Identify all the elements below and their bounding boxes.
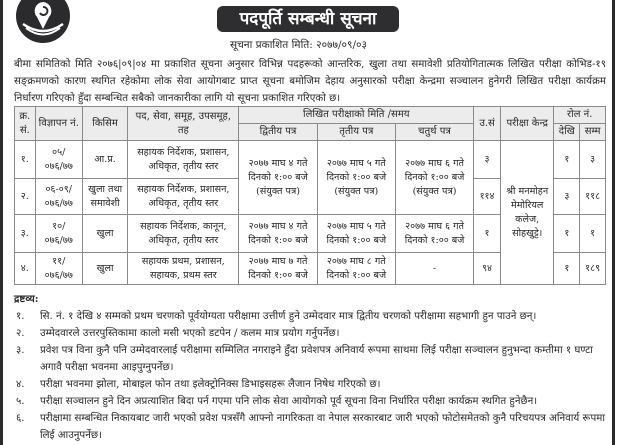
cell-type: खुला xyxy=(82,253,127,285)
header-paper2: द्वितीय पत्र xyxy=(239,124,317,141)
cell-paper3: २०७७ माघ ५ गते दिनको १:०० बजे xyxy=(317,215,395,253)
cell-roll-to: १ xyxy=(580,215,606,253)
header-roll: रोल नं. xyxy=(554,107,606,124)
cell-roll-to: ३ xyxy=(580,141,606,179)
cell-sn: ४. xyxy=(15,253,36,285)
cell-paper4: - xyxy=(395,253,473,285)
header-roll-to: सम्म xyxy=(580,124,606,141)
cell-roll-to: ११८ xyxy=(580,179,606,215)
cell-paper3-joint: २०७७ माघ ५ गते दिनको १:०० बजे (संयुक्त पत्र) xyxy=(317,141,395,215)
insurance-board-logo-icon xyxy=(14,0,72,46)
cell-ad-no: ०५/ ०७६/७७ xyxy=(35,141,82,179)
note-number: ५. xyxy=(16,396,25,407)
note-text: परीक्षामा सम्बन्धित निकायबाट जारी भएको प्रवेश पत्रसँगै आफ्नो नागरिकता वा नेपाल सरकारबाट जारी भएको फोटोसमेतको कुनै परिचयपत्र अनिवार्य रूपमा लिई आउनुपर्नेछ। xyxy=(40,413,605,441)
page-border-left xyxy=(0,0,3,445)
note-text: उम्मेदवारले उत्तरपुस्तिकामा कालो मसी भएको डटपेन / कलम मात्र प्रयोग गर्नुपर्नेछ। xyxy=(40,328,340,339)
note-item xyxy=(14,308,606,325)
note-text: परीक्षा सञ्चालन हुने दिन अप्रत्याशित बिदा पर्न गएमा पनि लोक सेवा आयोगको पूर्व सूचना विना निर्धारित परीक्षा कार्यक्रम स्थगित हुनेछैन। xyxy=(40,396,538,407)
note-item xyxy=(14,342,606,376)
intro-paragraph: बीमा समितिको मिति २०७६|०९|०४ मा प्रकाशित सूचना अनुसार विभिन्न पदहरूको आन्तरिक, खुला तथा समावेशी प्रतियोगितात्मक लिखित परीक्षा कोभिड-१९ सङ्क्रमणको कारण स्थगित रहेकोमा लोक सेवा आयोगबाट प्राप्त सूचना बमोजिम देहाय अनुसारको परीक्षा केन्द्रमा सञ्चालन हुनेगरी लिखित परीक्षा कार्यक्रम निर्धारण गरिएको हुँदा सम्बन्धित सबैको जानकारीका लागि यो सूचना प्रकाशित गरिएको छ। xyxy=(14,59,606,104)
header-type: किसिम xyxy=(82,107,127,141)
header-paper3: तृतीय पत्र xyxy=(317,124,395,141)
cell-paper4-joint: २०७७ माघ ६ गते दिनको १:०० बजे (संयुक्त पत्र) xyxy=(395,141,473,215)
cell-roll-from: १ xyxy=(554,253,580,285)
cell-sn: १. xyxy=(15,141,36,179)
note-number: ४. xyxy=(16,379,25,390)
note-number: ३. xyxy=(16,345,25,356)
cell-roll-to: १८९ xyxy=(580,253,606,285)
cell-paper2: २०७७ माघ ७ गते दिनको १:०० बजे xyxy=(239,253,317,285)
cell-type: खुला xyxy=(82,215,127,253)
cell-post: सहायक प्रथम, प्रशासन, सहायक, प्रथम स्तर xyxy=(128,253,239,285)
header-post: पद, सेवा, समूह, उपसमूह, तह xyxy=(128,107,239,141)
cell-sn: २. xyxy=(15,179,36,215)
cell-ad-no: १०/ ०७६/७७ xyxy=(35,215,82,253)
cell-post: सहायक निर्देशक, प्रशासन, अधिकृत, तृतीय स्तर xyxy=(128,179,239,215)
page-border-right xyxy=(612,0,615,445)
cell-candidates: ११४ xyxy=(474,179,501,215)
cell-paper2: २०७७ माघ ४ गते दिनको १:०० बजे xyxy=(239,215,317,253)
notes-heading: द्रष्टव्य: xyxy=(14,293,39,305)
cell-candidates: १ xyxy=(474,215,501,253)
published-date: सूचना प्रकाशित मिति: २०७७/०९/०३ xyxy=(230,39,367,51)
cell-paper4: २०७७ माघ ६ गते दिनको १:०० बजे xyxy=(395,215,473,253)
cell-ad-no: ११/ ०७६/७७ xyxy=(35,253,82,285)
note-number: २. xyxy=(16,328,25,339)
header-exam-date: लिखित परीक्षाको मिति /समय xyxy=(239,107,474,124)
header-paper4: चतुर्थ पत्र xyxy=(395,124,473,141)
cell-type: खुला तथा समावेशी xyxy=(82,179,127,215)
cell-roll-from: १ xyxy=(554,215,580,253)
note-number: १. xyxy=(16,311,25,322)
cell-roll-from: १ xyxy=(554,141,580,179)
cell-candidates: ९४ xyxy=(474,253,501,285)
note-number: ६. xyxy=(16,413,25,424)
cell-post: सहायक निर्देशक, प्रशासन, अधिकृत, तृतीय स्तर xyxy=(128,141,239,179)
header-roll-from: देखि xyxy=(554,124,580,141)
note-item xyxy=(14,410,606,444)
table-row xyxy=(15,141,606,179)
notes-list xyxy=(14,308,606,444)
page-title: पदपूर्ति सम्बन्धी सूचना xyxy=(217,6,399,32)
note-text: प्रवेश पत्र विना कुनै पनि उम्मेदवारलाई परीक्षामा सम्मिलित नगराइने हुँदा प्रवेशपत्र अनिवार्य रूपमा साथमा लिई परीक्षा सञ्चालन हुनुभन्दा कम्तीमा १ घण्टा अगावै परीक्षा भवनमा आइपुग्नुपर्नेछ। xyxy=(40,345,593,373)
cell-type: आ.प्र. xyxy=(82,141,127,179)
notes-section xyxy=(14,291,606,444)
header-sn: क्र. सं. xyxy=(15,107,36,141)
cell-sn: ३. xyxy=(15,215,36,253)
cell-roll-from: ३ xyxy=(554,179,580,215)
cell-paper2-joint: २०७७ माघ ४ गते दिनको १:०० बजे (संयुक्त पत्र) xyxy=(239,141,317,215)
header-ad-no: विज्ञापन नं. xyxy=(35,107,82,141)
exam-schedule-table xyxy=(14,106,606,285)
cell-candidates: ३ xyxy=(474,141,501,179)
note-text: परीक्षा भवनमा झोला, मोबाइल फोन तथा इलेक्ट्रोनिक्स डिभाइसहरू लैजान निषेध गरिएको छ। xyxy=(40,379,381,390)
note-item xyxy=(14,325,606,342)
note-item xyxy=(14,393,606,410)
cell-post: सहायक निर्देशक, कानून, अधिकृत, तृतीय स्तर xyxy=(128,215,239,253)
note-item xyxy=(14,376,606,393)
cell-exam-center: श्री मनमोहन मेमोरियल कलेज, सोहखुट्टे। xyxy=(500,141,554,285)
header-center: परीक्षा केन्द्र xyxy=(500,107,554,141)
note-text: सि. नं. १ देखि ४ सम्मको प्रथम चरणको पूर्वयोग्यता परीक्षामा उत्तीर्ण हुने उम्मेदवार मात्र द्वितीय चरणको परीक्षामा सहभागी हुन पाउने छन्। xyxy=(40,311,537,322)
cell-ad-no: ०६-०९/ ०७६/७७ xyxy=(35,179,82,215)
cell-paper3: २०७७ माघ ८ गते दिनको १:०० बजे xyxy=(317,253,395,285)
header-candidates: उ.सं xyxy=(474,107,501,141)
